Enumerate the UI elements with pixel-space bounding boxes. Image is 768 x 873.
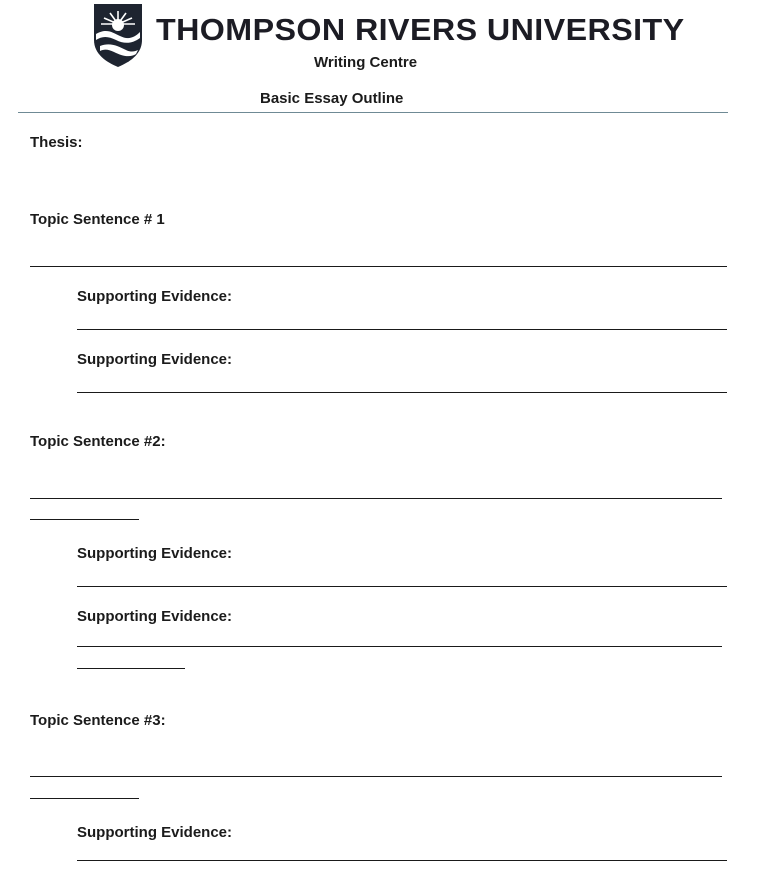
topic-sentence-3-label: Topic Sentence #3: xyxy=(30,712,166,729)
thesis-label: Thesis: xyxy=(30,134,83,151)
topic-1-evidence-2-answer-line[interactable] xyxy=(77,392,727,393)
topic-3-evidence-1-answer-line[interactable] xyxy=(77,860,727,861)
document-title: Basic Essay Outline xyxy=(260,90,404,107)
topic-2-evidence-2-answer-line[interactable] xyxy=(77,646,722,647)
topic-2-evidence-2-label: Supporting Evidence: xyxy=(77,608,233,625)
writing-centre-subtitle: Writing Centre xyxy=(314,54,418,71)
university-name: THOMPSON RIVERS UNIVERSITY xyxy=(156,12,685,47)
topic-1-evidence-2-label: Supporting Evidence: xyxy=(77,351,233,368)
topic-sentence-1-label: Topic Sentence # 1 xyxy=(30,211,165,228)
header-divider xyxy=(18,112,728,113)
topic-sentence-3-answer-line-continued[interactable] xyxy=(30,798,139,799)
topic-2-evidence-1-label: Supporting Evidence: xyxy=(77,545,233,562)
topic-sentence-2-label: Topic Sentence #2: xyxy=(30,433,166,450)
topic-sentence-3-answer-line[interactable] xyxy=(30,776,722,777)
topic-1-evidence-1-label: Supporting Evidence: xyxy=(77,288,233,305)
topic-sentence-1-answer-line[interactable] xyxy=(30,266,727,267)
tru-shield-logo-icon xyxy=(92,2,144,68)
topic-sentence-2-answer-line-continued[interactable] xyxy=(30,519,139,520)
topic-sentence-2-answer-line[interactable] xyxy=(30,498,722,499)
topic-2-evidence-2-answer-line-continued[interactable] xyxy=(77,668,185,669)
topic-1-evidence-1-answer-line[interactable] xyxy=(77,329,727,330)
topic-3-evidence-1-label: Supporting Evidence: xyxy=(77,824,233,841)
topic-2-evidence-1-answer-line[interactable] xyxy=(77,586,727,587)
